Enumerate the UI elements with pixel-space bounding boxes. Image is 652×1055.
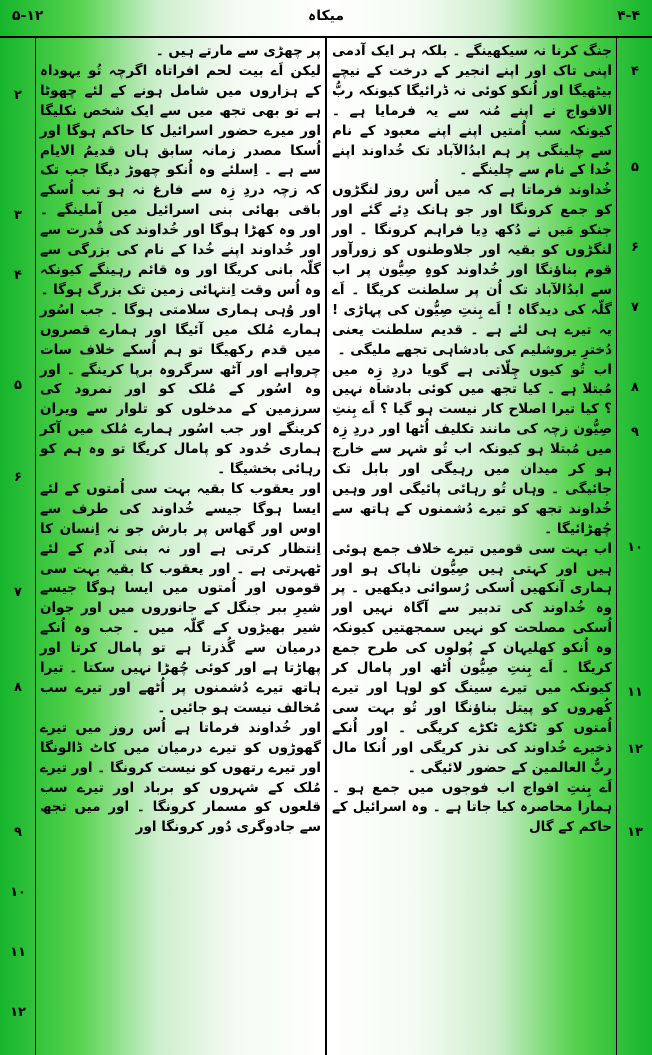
verse-number: ۸ xyxy=(14,680,22,695)
verse-number: ۶ xyxy=(14,470,22,485)
verse-number: ۴ xyxy=(14,268,22,283)
right-paragraph: جنگ کرنا نہ سیکھینگے ۔ بلکہ ہر ایک آدمی اپنی تاک اور اپنے انجیر کے درخت کے نیچے بیٹھیگا اور اُنکو کوئی نہ ڈرائیگا کیونکہ ربُّ الافواج نے اپنے مُنہ سے یہ فرمایا ہے ۔ کیونکہ سب اُمتیں اپنے اپنے معبود کے نام سے چلینگی پر ہم ابدُالآباد تک خُداوند اپنے خُدا کے نام سے چلینگے ۔ xyxy=(332,43,612,179)
left-paragraph: اور خُداوند فرماتا ہے اُس روز میں تیرے گھوڑوں کو تیرے درمیان میں کاٹ ڈالونگا اور تیرے رتھوں کو نیست کرونگا ۔ اور تیرے مُلک کے شہروں کو برباد اور تیرے سب قلعوں کو مسمار کرونگا ۔ اور میں تجھ سے جادوگری دُور کرونگا اور xyxy=(40,719,321,836)
right-text-column xyxy=(332,42,612,838)
verse-number: ۳ xyxy=(14,208,22,223)
book-title: میکاہ xyxy=(308,8,344,24)
right-chapter-reference: ۴-۴ xyxy=(617,8,640,24)
verse-number: ۸ xyxy=(631,380,639,395)
right-paragraph: اب تُو کیوں چِلّاتی ہے گویا دردِ زِہ میں مُبتلا ہے ۔ کیا تجھ میں کوئی بادشاہ نہیں ؟ کیا تیرا اصلاح کار نیست ہو گیا ؟ اَے بِنتِ صِیُّون زچہ کی مانند تکلیف اُٹھا اور دردِ زِہ میں مُبتلا ہو کیونکہ اب تُو شہر سے خارج ہو کر میدان میں رہیگی اور بابل تک جائیگی ۔ وہاں تُو رہائی پائیگی اور وہیں خُداوند تجھ کو تیرے دُشمنوں کے ہاتھ سے چُھڑائیگا ۔ xyxy=(332,361,612,537)
verse-number: ۱۱ xyxy=(10,945,26,960)
verse-number: ۱۲ xyxy=(10,1005,26,1020)
left-margin-divider xyxy=(35,36,36,1055)
verse-number: ۷ xyxy=(14,585,22,600)
verse-number: ۵ xyxy=(631,160,639,175)
verse-number: ۱۰ xyxy=(627,540,643,555)
verse-number: ۴ xyxy=(631,64,639,79)
left-paragraph: لیکن اَے بیت لحم افراتاہ اگرچہ تُو یہوداہ کے ہزاروں میں شامل ہونے کے لئے چھوٹا ہے تو بھی تجھ میں سے ایک شخص نکلیگا اور میرے حضور اسرائیل کا حاکم ہوگا اور اُسکا مصدر زمانہ سابق ہاں قدیمُ الایام سے ہے ۔ اِسلئے وہ اُنکو چھوڑ دیگا جب تک کہ زچہ دردِ زِہ سے فارغ نہ ہو تب اُسکے باقی بھائی بنی اسرائیل میں آملینگے ۔ اور وہ کھڑا ہوگا اور خُداوند کی قُدرت سے اور خُداوند اپنے خُدا کے نام کی بزرگی سے گلّہ بانی کریگا اور وہ قائم رہینگے کیونکہ وہ اُس وقت اِنتہائی زمین تک بزرگ ہوگا ۔ xyxy=(40,62,321,298)
verse-number: ۲ xyxy=(14,88,22,103)
page-header xyxy=(0,0,652,38)
verse-number: ۶ xyxy=(631,240,639,255)
right-margin-divider xyxy=(616,36,617,1055)
verse-number: ۱۰ xyxy=(10,885,26,900)
right-paragraph: اَے بِنتِ افواج اب فوجوں میں جمع ہو ۔ ہمارا محاصرہ کیا جاتا ہے ۔ وہ اسرائیل کے حاکم کے گال xyxy=(332,779,612,836)
column-divider xyxy=(325,36,327,1055)
verse-number: ۵ xyxy=(14,378,22,393)
right-paragraph: اب بہت سی قومیں تیرے خلاف جمع ہوئی ہیں اور کہتی ہیں صِیُّون ناپاک ہو اور ہماری آنکھیں اُسکی رُسوائی دیکھیں ۔ پر وہ خُداوند کی تدبیر سے آگاہ نہیں اور اُسکی مصلحت کو نہیں سمجھتیں کیونکہ وہ اُنکو کھلیہان کے پُولوں کی طرح جمع کریگا ۔ اَے بِنتِ صِیُّون اُٹھ اور پامال کر کیونکہ میں تیرے سینگ کو لوہا اور تیرے کُھروں کو پیتل بناؤنگا اور تُو بہت سی اُمتوں کو ٹکڑے ٹکڑے کریگی ۔ اور اُنکے ذخیرے خُداوند کی نذر کریگی اور اُنکا مال ربُّ العالمین کے حضور لائیگی ۔ xyxy=(332,540,612,776)
left-paragraph: اور وُہی ہماری سلامتی ہوگا ۔ جب اسُور ہمارے مُلک میں آئیگا اور ہمارے قصروں میں قدم رکھیگا تو ہم اُسکے خلاف سات چرواہے اور آٹھ سرگروہ برپا کرینگے ۔ اور وہ اسُور کے مُلک کو اور نمرود کی سرزمین کے مدخلوں کو تلوار سے ویران کرینگے اور جب اسُور ہمارے مُلک میں آکر ہماری حُدود کو پامال کریگا تو وہ ہم کو رہائی بخشیگا ۔ xyxy=(40,301,321,478)
verse-number: ۱۱ xyxy=(627,685,643,700)
left-chapter-reference: ۵-۱۲ xyxy=(12,8,44,24)
left-text-column xyxy=(40,42,321,838)
verse-number: ۷ xyxy=(631,300,639,315)
left-paragraph: پر چھڑی سے مارتے ہیں ۔ xyxy=(155,43,321,59)
verse-number: ۹ xyxy=(631,425,639,440)
verse-number: ۱۳ xyxy=(627,825,643,840)
verse-number: ۹ xyxy=(14,825,22,840)
right-paragraph: خُداوند فرماتا ہے کہ میں اُس روز لنگڑوں کو جمع کرونگا اور جو ہانک دِئے گئے اور جنکو مَیں نے دُکھ دِیا فراہم کرونگا ۔ اور لنگڑوں کو بقیہ اور جلاوطنوں کو زورآور قوم بناؤنگا اور خُداوند کوہِ صِیُّون پر اب سے ابدُالآباد تک اُن پر سلطنت کریگا ۔ اَے گلّہ کی دیدگاہ ! اَے بِنتِ صِیُّون کی پہاڑی ! یہ تیرے ہی لئے ہے ۔ قدیم سلطنت یعنی دُخترِ یروشلیم کی بادشاہی تجھے ملیگی ۔ xyxy=(332,182,612,358)
verse-number: ۱۲ xyxy=(627,742,643,757)
left-paragraph: اور یعقوب کا بقیہ بہت سی اُمتوں کے لئے ایسا ہوگا جیسے خُداوند کی طرف سے اوس اور گھاس پر بارش جو نہ اِنسان کا اِنتظار کرتی ہے اور نہ بنی آدم کے لئے ٹھہرتی ہے ۔ اور یعقوب کا بقیہ بہت سی قوموں اور اُمتوں میں ایسا ہوگا جیسے شیرِ ببر جنگل کے جانوروں میں اور جوان شیر بھیڑوں کے گلّہ میں ۔ جب وہ اُنکے درمیان سے گُذرتا ہے تو پامال کرتا اور پھاڑتا ہے اور کوئی چُھڑا نہیں سکتا ۔ تیرا ہاتھ تیرے دُشمنوں پر اُٹھے اور تیرے سب مُخالف نیست ہو جائیں ۔ xyxy=(40,480,321,716)
